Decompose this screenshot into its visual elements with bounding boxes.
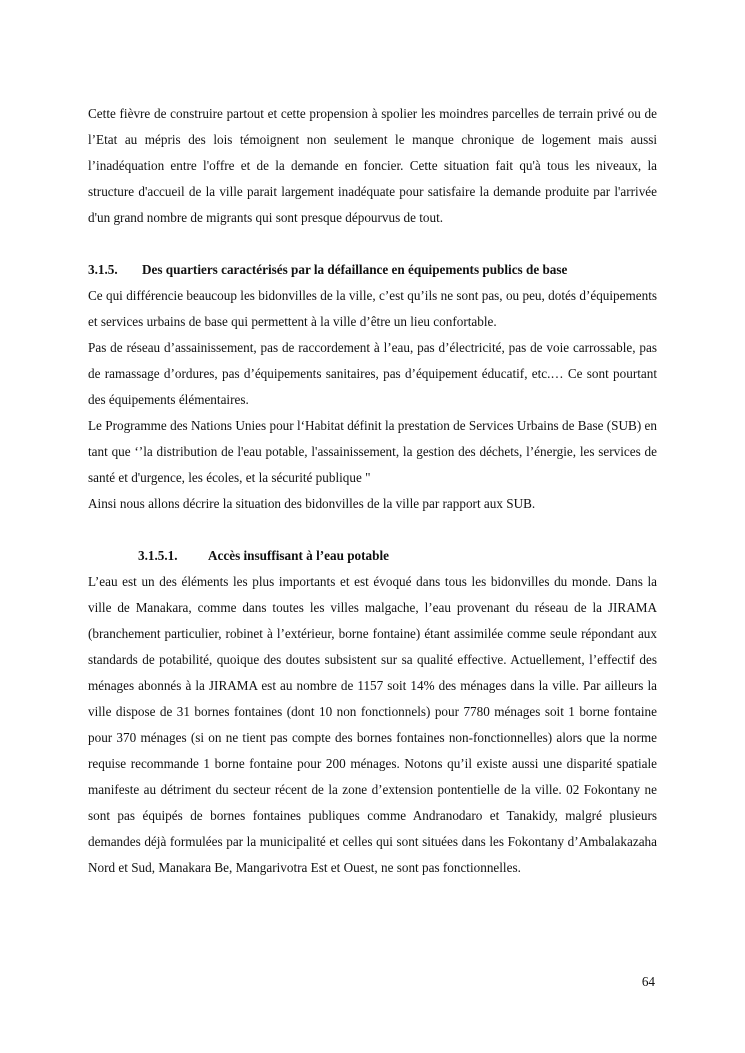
subsection-heading <box>88 543 657 569</box>
intro-paragraph: Cette fièvre de construire partout et cette propension à spolier les moindres parcelles de terrain privé ou de l’Etat au mépris des lois témoignent non seulement le manque chronique de logement mais aussi l’inadéquation entre l'offre et de la demande en foncier. Cette situation fait qu'à tous les niveaux, la structure d'accueil de la ville parait largement inadéquate pour satisfaire la demande produite par l'arrivée d'un grand nombre de migrants qui sont presque dépourvus de tout. <box>88 106 657 225</box>
subsection-title: Accès insuffisant à l’eau potable <box>208 548 389 563</box>
section-title: Des quartiers caractérisés par la défaillance en équipements publics de base <box>142 262 568 277</box>
section-paragraph: Le Programme des Nations Unies pour l‘Habitat définit la prestation de Services Urbains de Base (SUB) en tant que ‘’la distribution de l'eau potable, l'assainissement, la gestion des déchets, l’énergie, les services de santé et d'urgence, les écoles, et la sécurité publique " <box>88 418 657 485</box>
section-number: 3.1.5. <box>88 262 118 277</box>
page-number: 64 <box>641 974 655 989</box>
section-paragraph: Ce qui différencie beaucoup les bidonvilles de la ville, c’est qu’ils ne sont pas, ou peu, dotés d’équipements et services urbains de base qui permettent à la ville d’être un lieu confortable. <box>88 288 657 329</box>
section-paragraph: Ainsi nous allons décrire la situation des bidonvilles de la ville par rapport aux SUB. <box>88 496 536 511</box>
page-content <box>88 101 657 881</box>
subsection-number: 3.1.5.1. <box>138 548 178 563</box>
section-paragraph: Pas de réseau d’assainissement, pas de raccordement à l’eau, pas d’électricité, pas de voie carrossable, pas de ramassage d’ordures, pas d’équipements sanitaires, pas d’équipement éducatif, etc.… Ce sont pourtant des équipements élémentaires. <box>88 340 657 407</box>
section-heading <box>88 257 657 283</box>
subsection-paragraph: L’eau est un des éléments les plus importants et est évoqué dans tous les bidonvilles du monde. Dans la ville de Manakara, comme dans toutes les villes malgache, l’eau provenant du réseau de la JIRAMA (branchement particulier, robinet à l’extérieur, borne fontaine) étant assimilée comme seule répondant aux standards de potabilité, quoique des doutes subsistent sur sa qualité effective. Actuellement, l’effectif des ménages abonnés à la JIRAMA est au nombre de 1157 soit 14% des ménages dans la ville. Par ailleurs la ville dispose de 31 bornes fontaines (dont 10 non fonctionnels) pour 7780 ménages soit 1 borne fontaine pour 370 ménages (si on ne tient pas compte des bornes fontaines non-fonctionnelles) alors que la norme requise recommande 1 borne fontaine pour 200 ménages. Notons qu’il existe aussi une disparité spatiale manifeste au détriment du secteur récent de la zone d’extension pontentielle de la ville. 02 Fokontany ne sont pas équipés de bornes fontaines publiques comme Andranodaro et Tanakidy, malgré plusieurs demandes déjà formulées par la municipalité et celles qui sont situées dans les Fokontany d’Ambalakazaha Nord et Sud, Manakara Be, Mangarivotra Est et Ouest, ne sont pas fonctionnelles. <box>88 574 657 875</box>
